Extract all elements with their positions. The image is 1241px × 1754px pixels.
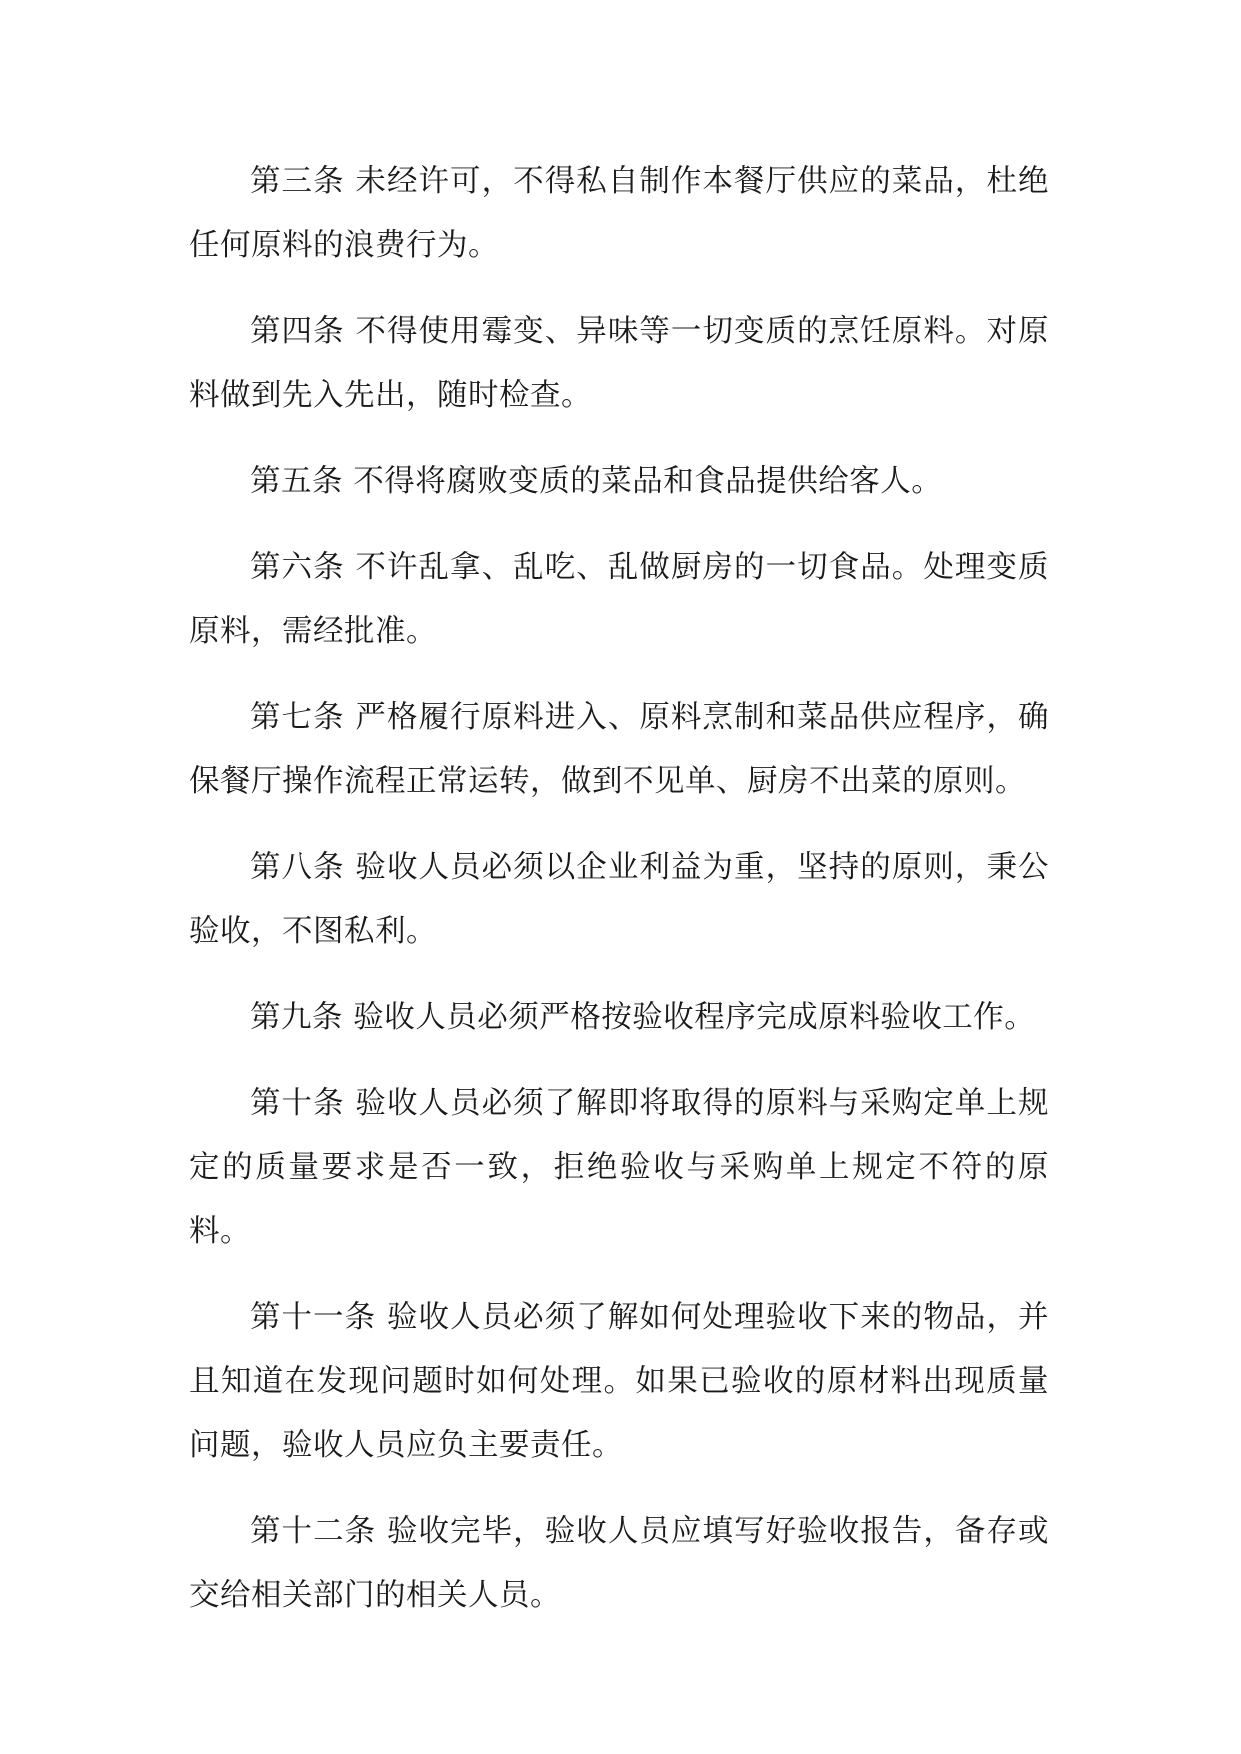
article-3-paragraph: 第三条 未经许可，不得私自制作本餐厅供应的菜品，杜绝任何原料的浪费行为。 <box>189 164 1049 263</box>
article-7-paragraph: 第七条 严格履行原料进入、原料烹制和菜品供应程序，确保餐厅操作流程正常运转，做到不见单、厨房不出菜的原则。 <box>189 700 1049 799</box>
article-6-paragraph: 第六条 不许乱拿、乱吃、乱做厨房的一切食品。处理变质原料，需经批准。 <box>189 550 1049 649</box>
article-4-paragraph: 第四条 不得使用霉变、异味等一切变质的烹饪原料。对原料做到先入先出，随时检查。 <box>189 314 1049 413</box>
article-10-paragraph: 第十条 验收人员必须了解即将取得的原料与采购定单上规定的质量要求是否一致，拒绝验收与采购单上规定不符的原料。 <box>189 1086 1049 1249</box>
article-9-paragraph: 第九条 验收人员必须严格按验收程序完成原料验收工作。 <box>250 1000 1036 1035</box>
document-body <box>189 150 1049 1650</box>
article-11-paragraph: 第十一条 验收人员必须了解如何处理验收下来的物品，并且知道在发现问题时如何处理。如果已验收的原材料出现质量问题，验收人员应负主要责任。 <box>189 1300 1049 1463</box>
article-8-paragraph: 第八条 验收人员必须以企业利益为重，坚持的原则，秉公验收，不图私利。 <box>189 850 1049 949</box>
article-5-paragraph: 第五条 不得将腐败变质的菜品和食品提供给客人。 <box>250 464 943 499</box>
article-12-paragraph: 第十二条 验收完毕，验收人员应填写好验收报告，备存或交给相关部门的相关人员。 <box>189 1514 1049 1613</box>
